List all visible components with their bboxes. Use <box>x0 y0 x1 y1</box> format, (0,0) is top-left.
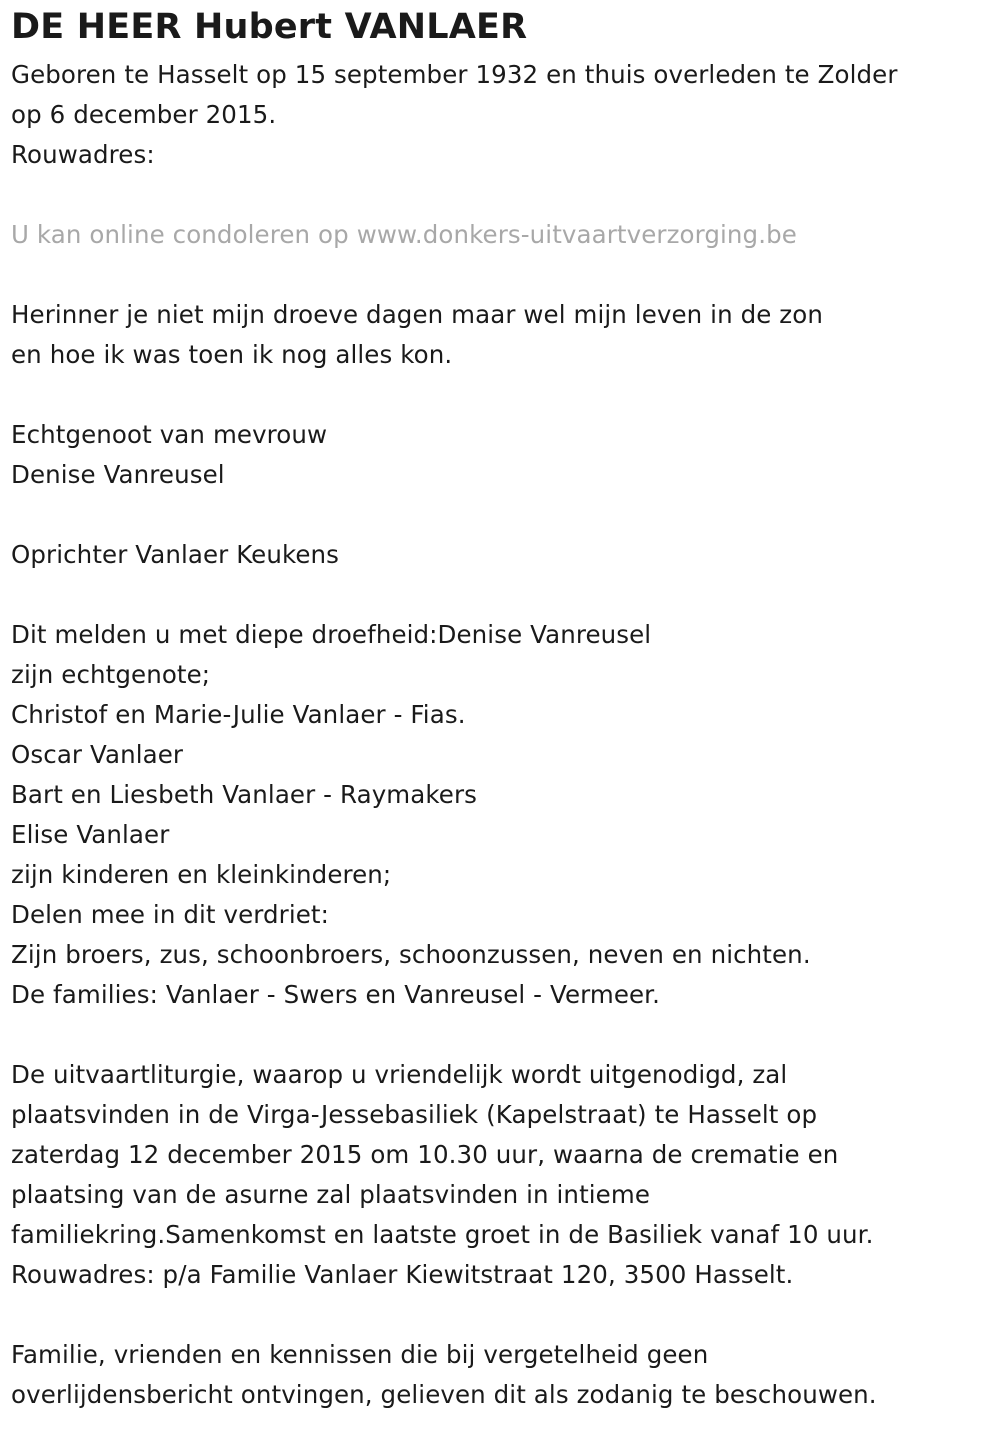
funeral-section <box>11 1055 986 1295</box>
family-line: Dit melden u met diepe droefheid:Denise Vanreusel <box>11 620 652 649</box>
intro-address-label: Rouwadres: <box>11 140 155 169</box>
poem-line: Herinner je niet mijn droeve dagen maar wel mijn leven in de zon <box>11 300 823 329</box>
family-line: Christof en Marie-Julie Vanlaer - Fias. <box>11 700 466 729</box>
spacer <box>11 1015 986 1055</box>
funeral-line: zaterdag 12 december 2015 om 10.30 uur, waarna de crematie en <box>11 1140 839 1169</box>
funeral-address-line: Rouwadres: p/a Familie Vanlaer Kiewitstraat 120, 3500 Hasselt. <box>11 1260 794 1289</box>
notice-title: DE HEER Hubert VANLAER <box>11 7 528 47</box>
spacer <box>11 495 986 535</box>
funeral-line: plaatsing van de asurne zal plaatsvinden in intieme <box>11 1180 650 1209</box>
family-line: Oscar Vanlaer <box>11 740 184 769</box>
funeral-line: familiekring.Samenkomst en laatste groet in de Basiliek vanaf 10 uur. <box>11 1220 874 1249</box>
spacer <box>11 575 986 615</box>
death-notice <box>11 0 986 1415</box>
family-line: Delen mee in dit verdriet: <box>11 900 329 929</box>
spacer <box>11 1295 986 1335</box>
spacer <box>11 175 986 215</box>
condolence-link[interactable]: U kan online condoleren op www.donkers-uitvaartverzorging.be <box>11 220 797 249</box>
funeral-line: De uitvaartliturgie, waarop u vriendelijk wordt uitgenodigd, zal <box>11 1060 788 1089</box>
family-line: Bart en Liesbeth Vanlaer - Raymakers <box>11 780 478 809</box>
intro-line: Geboren te Hasselt op 15 september 1932 en thuis overleden te Zolder <box>11 60 898 89</box>
poem-section <box>11 295 986 375</box>
intro-section <box>11 55 986 175</box>
spouse-name: Denise Vanreusel <box>11 460 225 489</box>
spouse-section <box>11 415 986 495</box>
family-line: zijn echtgenote; <box>11 660 211 689</box>
closing-line: Familie, vrienden en kennissen die bij vergetelheid geen <box>11 1340 709 1369</box>
intro-line: op 6 december 2015. <box>11 100 277 129</box>
family-line: Elise Vanlaer <box>11 820 170 849</box>
family-section <box>11 615 986 1015</box>
family-line: Zijn broers, zus, schoonbroers, schoonzussen, neven en nichten. <box>11 940 811 969</box>
closing-line: overlijdensbericht ontvingen, gelieven dit als zodanig te beschouwen. <box>11 1380 877 1409</box>
spouse-line: Echtgenoot van mevrouw <box>11 420 328 449</box>
closing-section <box>11 1335 986 1415</box>
spacer <box>11 255 986 295</box>
family-line: zijn kinderen en kleinkinderen; <box>11 860 392 889</box>
spacer <box>11 375 986 415</box>
funeral-line: plaatsvinden in de Virga-Jessebasiliek (Kapelstraat) te Hasselt op <box>11 1100 818 1129</box>
founder-line: Oprichter Vanlaer Keukens <box>11 540 340 569</box>
poem-line: en hoe ik was toen ik nog alles kon. <box>11 340 453 369</box>
family-line: De families: Vanlaer - Swers en Vanreusel - Vermeer. <box>11 980 660 1009</box>
